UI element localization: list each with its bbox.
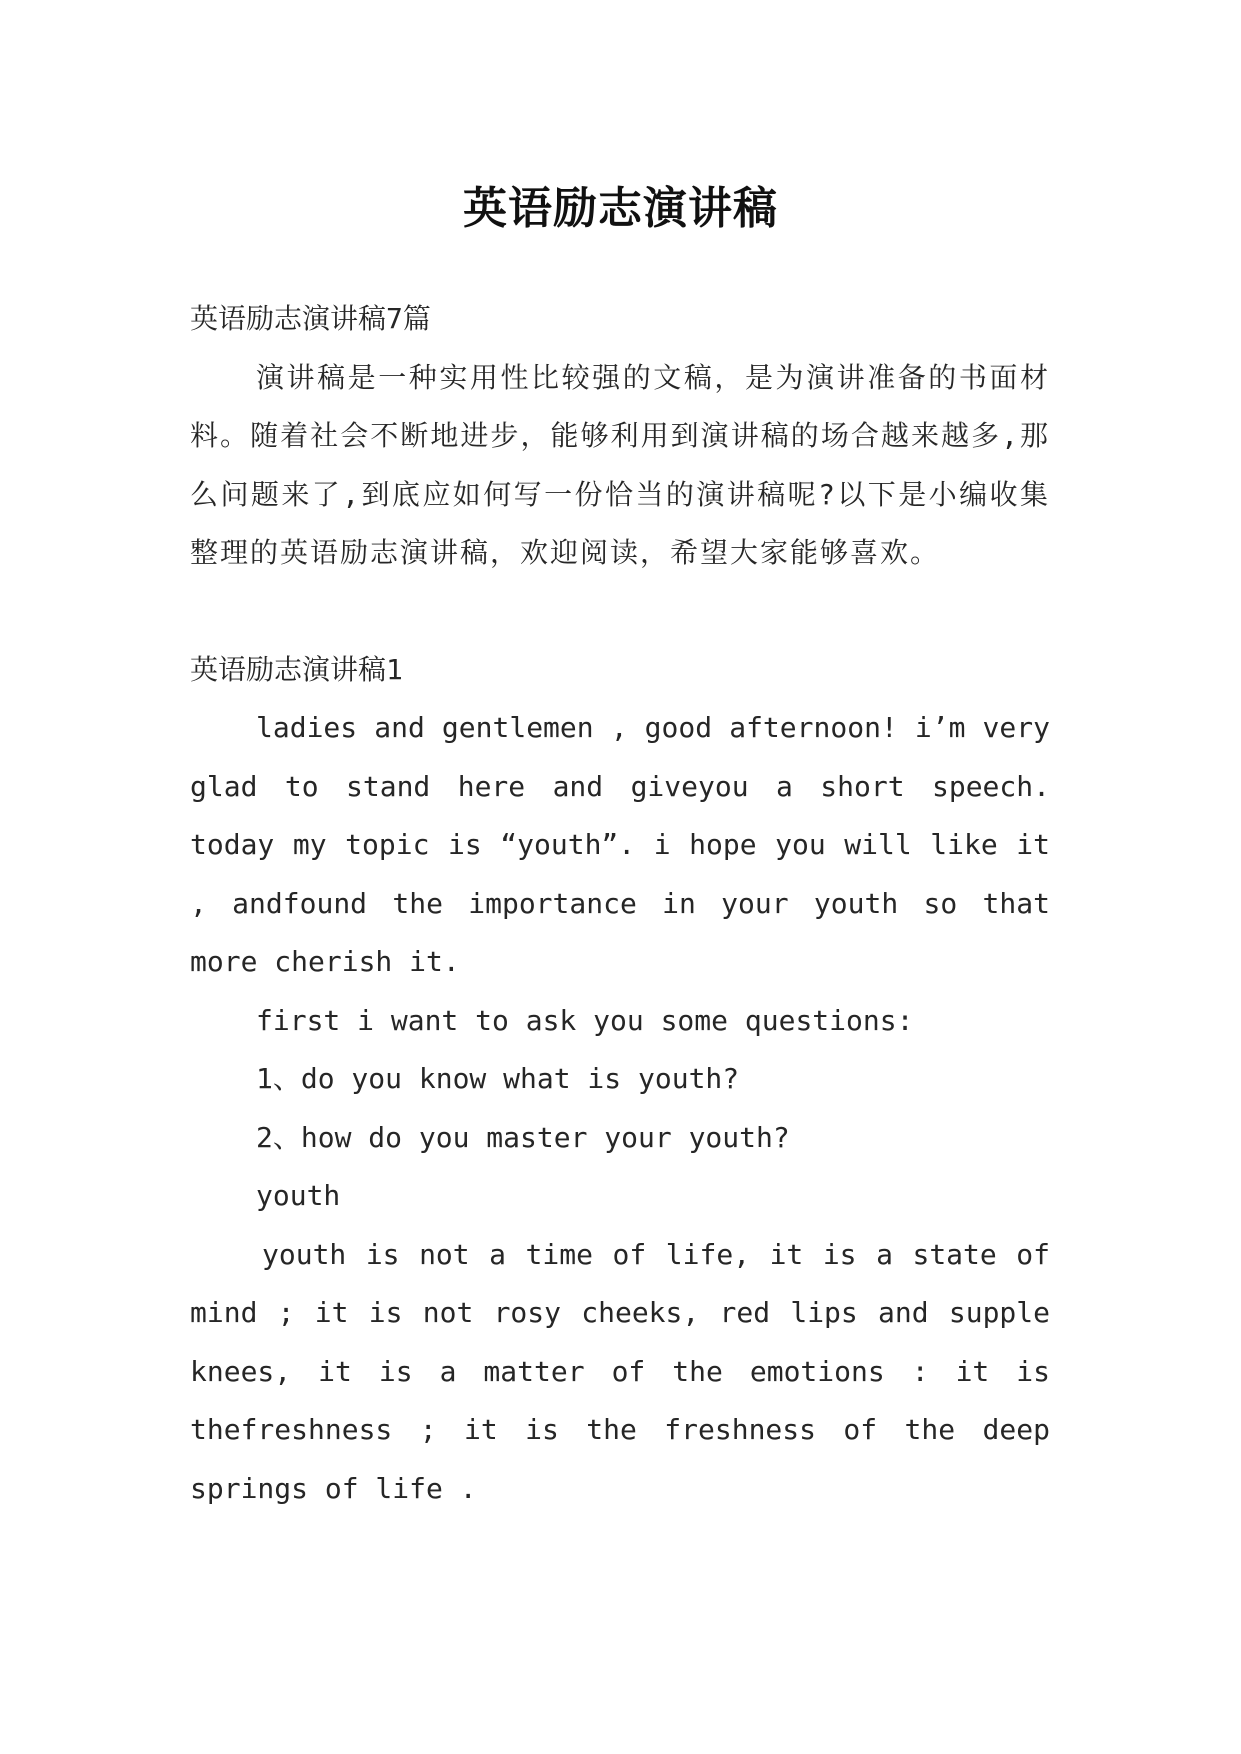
paragraph-spacer — [190, 583, 1050, 641]
document-title: 英语励志演讲稿 — [463, 183, 778, 235]
body-paragraph-questions-intro: first i want to ask you some questions: — [256, 1003, 914, 1037]
youth-heading: youth — [256, 1179, 341, 1212]
body-paragraph-greeting: ladies and gentlemen , good afternoon! i’m very glad to stand here and giveyou a short speech. today my topic is “youth”. i hope you will like it , andfound the importance in your youth so that more cherish it. — [190, 711, 1050, 978]
intro-paragraph: 演讲稿是一种实用性比较强的文稿，是为演讲准备的书面材料。随着社会不断地进步，能够利用到演讲稿的场合越来越多,那么问题来了,到底应如何写一份恰当的演讲稿呢?以下是小编收集整理的英语励志演讲稿，欢迎阅读，希望大家能够喜欢。 — [190, 360, 1050, 569]
section-heading: 英语励志演讲稿1 — [190, 652, 403, 686]
body-paragraph-youth: youth is not a time of life, it is a state of mind ; it is not rosy cheeks, red lips and supple knees, it is a matter of the emotions : it is thefreshness ; it is the freshness of the deep springs of life . — [190, 1237, 1050, 1505]
document-body — [190, 290, 1050, 1518]
document-subtitle: 英语励志演讲稿7篇 — [190, 302, 431, 335]
question-item-1: 1、do you know what is youth? — [256, 1062, 740, 1095]
question-item-2: 2、how do you master your youth? — [256, 1120, 790, 1154]
